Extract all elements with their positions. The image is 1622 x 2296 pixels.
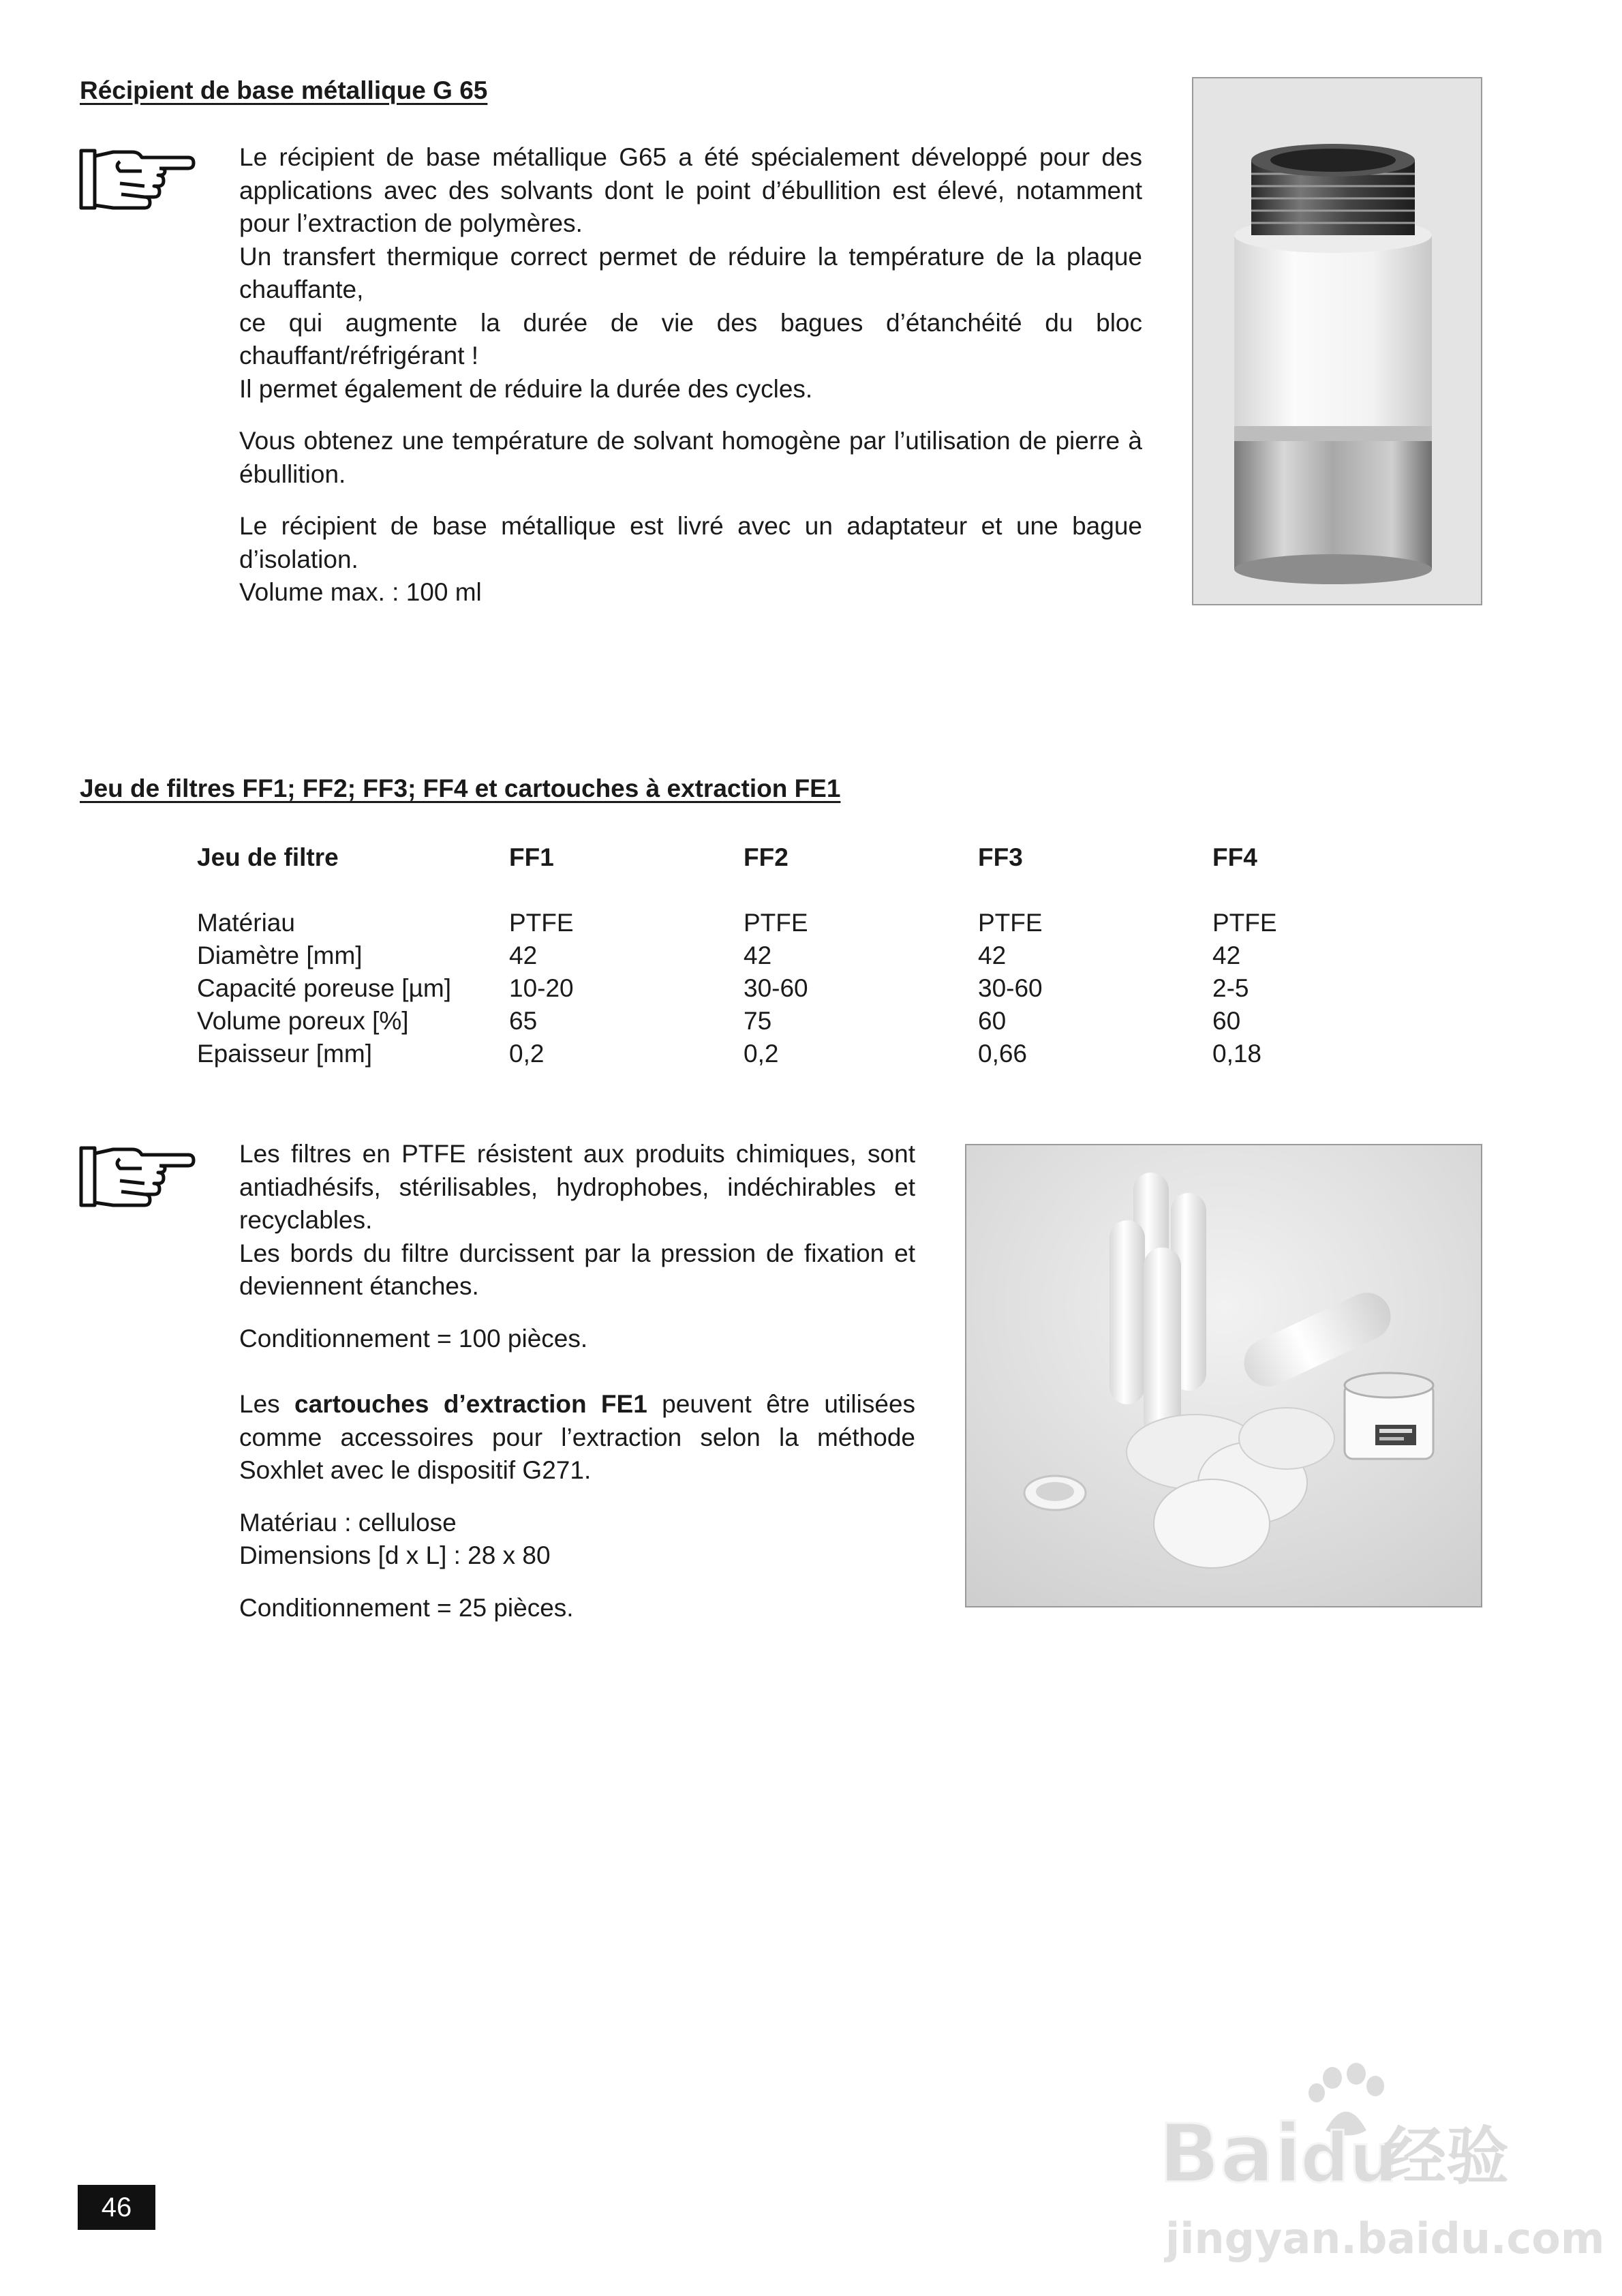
table-cell: PTFE <box>509 909 574 937</box>
section1-heading: Récipient de base métallique G 65 <box>80 76 488 104</box>
table-cell: 30-60 <box>744 974 808 1002</box>
section1-paragraph: Vous obtenez une température de solvant homogène par l’utilisation de pierre à ébullition. <box>239 427 1142 488</box>
section2-paragraph: Les bords du filtre durcissent par la pression de fixation et deviennent étanches. <box>239 1239 915 1300</box>
filters-cartridges-photo <box>965 1144 1482 1607</box>
table-cell: 65 <box>509 1007 538 1035</box>
section1-paragraph: Un transfert thermique correct permet de réduire la température de la plaque chauffante, <box>239 242 1142 303</box>
section1-text <box>239 141 1142 609</box>
table-header-cell: FF2 <box>744 843 789 871</box>
text-run: peuvent être utilisées comme accessoires pour l’extraction selon la méthode Soxhlet avec le dispositif G271. <box>239 1390 916 1484</box>
table-cell: 42 <box>744 941 772 969</box>
table-cell: 0,66 <box>978 1040 1028 1068</box>
section1-paragraph: Le récipient de base métallique est livré avec un adaptateur et une bague d’isolation. <box>239 512 1142 573</box>
table-cell: 60 <box>1212 1007 1241 1035</box>
table-cell: 0,18 <box>1212 1040 1262 1068</box>
table-cell: 10-20 <box>509 974 574 1002</box>
text-run-bold: cartouches d’extraction FE1 <box>294 1390 647 1418</box>
table-cell: 42 <box>1212 941 1241 969</box>
table-cell: PTFE <box>744 909 808 937</box>
watermark-url: jingyan.baidu.com <box>1165 2214 1605 2263</box>
section1-paragraph: Volume max. : 100 ml <box>239 578 482 606</box>
table-cell: Capacité poreuse [µm] <box>197 974 451 1002</box>
section2-paragraph: Conditionnement = 100 pièces. <box>239 1324 588 1353</box>
pointing-hand-icon <box>79 1144 196 1209</box>
table-cell: 0,2 <box>744 1040 779 1068</box>
pointing-hand-icon <box>79 147 196 212</box>
metal-vessel-photo <box>1192 77 1482 605</box>
section2-paragraph: Matériau : cellulose <box>239 1508 457 1537</box>
table-header-cell: FF1 <box>509 843 554 871</box>
watermark-cn: 经验 <box>1383 2120 1510 2193</box>
table-row <box>197 1005 1349 1038</box>
table-cell: 75 <box>744 1007 772 1035</box>
table-header-cell: Jeu de filtre <box>197 843 339 871</box>
table-cell: 60 <box>978 1007 1007 1035</box>
table-header-cell: FF4 <box>1212 843 1257 871</box>
table-row <box>197 907 1349 939</box>
section2-paragraph: Conditionnement = 25 pièces. <box>239 1593 574 1622</box>
table-header-row <box>197 841 1349 874</box>
table-cell: 0,2 <box>509 1040 545 1068</box>
section1-paragraph: Le récipient de base métallique G65 a été spécialement développé pour des applications avec des solvants dont le point d’ébullition est élevé, notamment pour l’extraction de polymères. <box>239 143 1142 237</box>
table-cell: PTFE <box>1212 909 1277 937</box>
baidu-watermark <box>1159 2066 1605 2277</box>
table-cell: 30-60 <box>978 974 1043 1002</box>
table-header-cell: FF3 <box>978 843 1023 871</box>
table-cell: Volume poreux [%] <box>197 1007 409 1035</box>
table-cell: PTFE <box>978 909 1043 937</box>
section2-paragraph: Dimensions [d x L] : 28 x 80 <box>239 1541 551 1569</box>
table-row <box>197 939 1349 972</box>
section1-paragraph: Il permet également de réduire la durée des cycles. <box>239 374 813 403</box>
table-row <box>197 972 1349 1005</box>
table-cell: 2-5 <box>1212 974 1249 1002</box>
section2-paragraph: Les filtres en PTFE résistent aux produits chimiques, sont antiadhésifs, stérilisables, hydrophobes, indéchirables et recyclables. <box>239 1140 915 1234</box>
section2-text <box>239 1138 915 1625</box>
table-cell: 42 <box>509 941 538 969</box>
section2-paragraph <box>239 1388 915 1487</box>
table-row <box>197 1038 1349 1070</box>
table-cell: Epaisseur [mm] <box>197 1040 373 1068</box>
filter-spec-table <box>197 841 1349 1070</box>
section1-paragraph: ce qui augmente la durée de vie des bagues d’étanchéité du bloc chauffant/réfrigérant ! <box>239 308 1142 369</box>
page-number: 46 <box>78 2185 155 2230</box>
table-cell: Matériau <box>197 909 295 937</box>
watermark-brand2: du <box>1300 2118 1398 2198</box>
section2-heading: Jeu de filtres FF1; FF2; FF3; FF4 et cartouches à extraction FE1 <box>80 774 841 802</box>
table-cell: 42 <box>978 941 1007 969</box>
table-cell: Diamètre [mm] <box>197 941 363 969</box>
text-run: Les <box>239 1390 295 1418</box>
watermark-brand: Bai <box>1159 2106 1302 2201</box>
